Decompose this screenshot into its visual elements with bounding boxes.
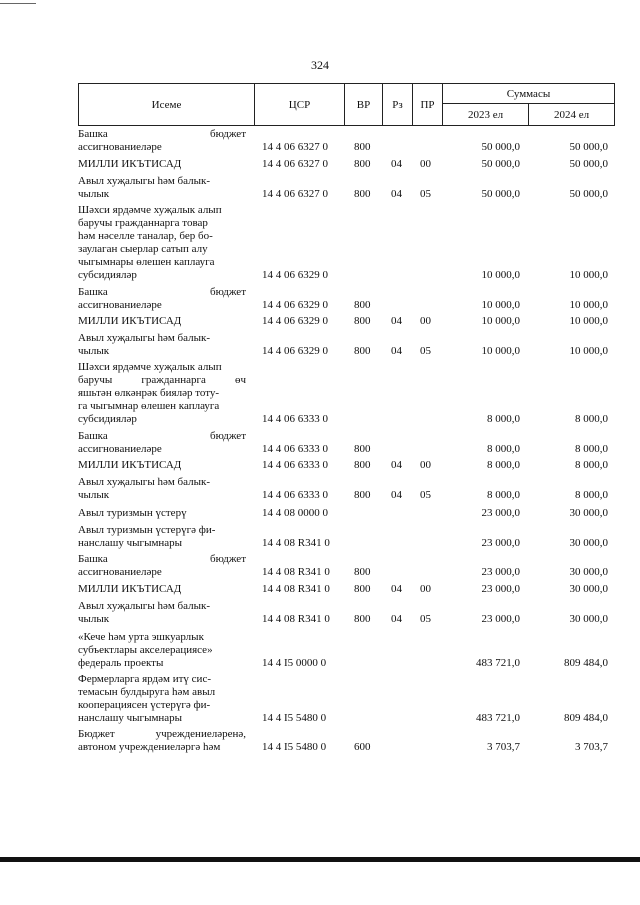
row-name-line xyxy=(78,673,246,686)
row-name-word: ассигнованиеләре xyxy=(78,299,162,311)
row-name xyxy=(78,524,246,550)
row-rz: 04 xyxy=(391,345,402,357)
row-sum-2024: 30 000,0 xyxy=(569,613,608,625)
row-sum-2024: 30 000,0 xyxy=(569,583,608,595)
row-pr: 00 xyxy=(420,315,431,327)
row-name-word: Авыл хуҗалыгы һәм балык- xyxy=(78,476,211,488)
row-vr: 800 xyxy=(354,489,371,501)
row-sum-2023: 10 000,0 xyxy=(481,315,520,327)
row-sum-2024: 10 000,0 xyxy=(569,299,608,311)
row-name-word: яшьтән өлкәнрәк бияләр тоту- xyxy=(78,387,220,399)
row-sum-2024: 809 484,0 xyxy=(564,712,608,724)
row-sum-2024: 10 000,0 xyxy=(569,269,608,281)
row-name-word: Башка xyxy=(78,128,108,140)
row-name xyxy=(78,459,246,472)
row-name-line xyxy=(78,256,246,269)
row-code: 14 4 08 R341 0 xyxy=(262,566,330,578)
row-sum-2023: 8 000,0 xyxy=(487,443,520,455)
row-name-word: бюджет xyxy=(210,430,246,442)
header-name: Исеме xyxy=(79,84,255,126)
row-name-line xyxy=(78,158,246,171)
row-code: 14 4 08 R341 0 xyxy=(262,583,330,595)
row-name-word: бюджет xyxy=(210,286,246,298)
row-name-line xyxy=(78,345,246,358)
row-name-word: бюджет xyxy=(210,128,246,140)
row-sum-2023: 483 721,0 xyxy=(476,712,520,724)
row-name-word: Шәхси ярдәмче хуҗалык алып xyxy=(78,361,222,373)
row-name-word: Башка xyxy=(78,286,108,298)
row-name-line xyxy=(78,413,246,426)
row-sum-2023: 8 000,0 xyxy=(487,413,520,425)
header-year-2023: 2023 ел xyxy=(443,104,529,126)
row-sum-2024: 10 000,0 xyxy=(569,315,608,327)
row-name xyxy=(78,728,246,754)
row-sum-2024: 30 000,0 xyxy=(569,507,608,519)
page-number: 324 xyxy=(311,58,329,72)
row-name xyxy=(78,673,246,725)
row-name-word: темасын булдыруга һәм авыл xyxy=(78,686,216,698)
row-pr: 05 xyxy=(420,489,431,501)
row-name xyxy=(78,158,246,171)
row-vr: 800 xyxy=(354,345,371,357)
row-name-word: өч xyxy=(234,374,246,386)
row-code: 14 4 06 6333 0 xyxy=(262,413,328,425)
row-rz: 04 xyxy=(391,613,402,625)
table-row xyxy=(78,524,614,550)
row-name-word: Шәхси ярдәмче хуҗалык алып xyxy=(78,204,222,216)
row-name-word: нанслашу чыгымнары xyxy=(78,712,183,724)
table-row xyxy=(78,204,614,282)
row-sum-2024: 10 000,0 xyxy=(569,345,608,357)
row-sum-2023: 23 000,0 xyxy=(481,583,520,595)
table-row xyxy=(78,583,614,596)
table-row xyxy=(78,507,614,520)
row-name-line xyxy=(78,613,246,626)
row-code: 14 4 I5 5480 0 xyxy=(262,712,327,724)
row-name-line xyxy=(78,230,246,243)
row-name-word: баручы гражданнарга товар xyxy=(78,217,208,229)
row-sum-2023: 23 000,0 xyxy=(481,537,520,549)
row-sum-2024: 50 000,0 xyxy=(569,188,608,200)
row-code: 14 4 06 6333 0 xyxy=(262,443,328,455)
table-row xyxy=(78,459,614,472)
row-name-word: ассигнованиеләре xyxy=(78,443,162,455)
row-name-line xyxy=(78,537,246,550)
header-csr: ЦСР xyxy=(255,84,345,126)
row-name-line xyxy=(78,507,246,520)
row-name-word: Авыл туризмын үстерү xyxy=(78,507,187,519)
table-row xyxy=(78,728,614,754)
row-sum-2023: 23 000,0 xyxy=(481,566,520,578)
row-name-word: автоном учреждениеләргә һәм xyxy=(78,741,221,753)
row-name xyxy=(78,128,246,154)
row-name-line xyxy=(78,686,246,699)
row-sum-2024: 30 000,0 xyxy=(569,566,608,578)
row-code: 14 4 06 6327 0 xyxy=(262,188,328,200)
header-vr: ВР xyxy=(345,84,383,126)
row-rz: 04 xyxy=(391,583,402,595)
row-name-word: чылык xyxy=(78,613,110,625)
row-name-line xyxy=(78,332,246,345)
row-name-word: Авыл хуҗалыгы һәм балык- xyxy=(78,175,211,187)
row-sum-2023: 10 000,0 xyxy=(481,269,520,281)
row-name xyxy=(78,507,246,520)
corner-mark xyxy=(0,3,36,4)
row-name-line xyxy=(78,728,246,741)
row-vr: 800 xyxy=(354,443,371,455)
row-code: 14 4 06 6329 0 xyxy=(262,269,328,281)
row-name-word: чылык xyxy=(78,188,110,200)
row-sum-2023: 23 000,0 xyxy=(481,613,520,625)
row-code: 14 4 I5 5480 0 xyxy=(262,741,327,753)
row-name xyxy=(78,583,246,596)
row-name-line xyxy=(78,644,246,657)
row-name-line xyxy=(78,361,246,374)
row-name-line xyxy=(78,489,246,502)
row-name-word: чыгымнары өлешен каплауга xyxy=(78,256,215,268)
row-name-word: ассигнованиеләре xyxy=(78,566,162,578)
row-name-word: га чыгымнар өлешен каплауга xyxy=(78,400,220,412)
table-header xyxy=(78,83,615,126)
row-vr: 800 xyxy=(354,141,371,153)
row-name-word: Авыл хуҗалыгы һәм балык- xyxy=(78,332,211,344)
row-name xyxy=(78,315,246,328)
row-name-line xyxy=(78,443,246,456)
row-vr: 800 xyxy=(354,299,371,311)
row-name xyxy=(78,553,246,579)
row-name-word: ассигнованиеләре xyxy=(78,141,162,153)
row-name-word: баручы xyxy=(78,374,113,386)
row-rz: 04 xyxy=(391,315,402,327)
row-sum-2024: 50 000,0 xyxy=(569,158,608,170)
row-name-line xyxy=(78,269,246,282)
row-name-line xyxy=(78,459,246,472)
row-sum-2023: 10 000,0 xyxy=(481,299,520,311)
row-pr: 05 xyxy=(420,345,431,357)
row-name-line xyxy=(78,141,246,154)
table-row xyxy=(78,361,614,426)
row-name-word: федераль проекты xyxy=(78,657,164,669)
row-name-line xyxy=(78,217,246,230)
row-code: 14 4 06 6329 0 xyxy=(262,345,328,357)
row-pr: 05 xyxy=(420,188,431,200)
row-sum-2023: 8 000,0 xyxy=(487,489,520,501)
row-sum-2023: 8 000,0 xyxy=(487,459,520,471)
row-sum-2023: 23 000,0 xyxy=(481,507,520,519)
row-sum-2023: 50 000,0 xyxy=(481,188,520,200)
row-name-line xyxy=(78,524,246,537)
row-name-line xyxy=(78,430,246,443)
row-name xyxy=(78,430,246,456)
row-sum-2024: 8 000,0 xyxy=(575,459,608,471)
row-name-line xyxy=(78,657,246,670)
row-sum-2024: 8 000,0 xyxy=(575,413,608,425)
table-row xyxy=(78,315,614,328)
row-code: 14 4 08 R341 0 xyxy=(262,613,330,625)
row-sum-2024: 50 000,0 xyxy=(569,141,608,153)
row-code: 14 4 06 6329 0 xyxy=(262,299,328,311)
table-row xyxy=(78,158,614,171)
row-name-line xyxy=(78,631,246,644)
row-name-line xyxy=(78,175,246,188)
row-name-word: МИЛЛИ ИКЪТИСАД xyxy=(78,158,182,170)
row-vr: 800 xyxy=(354,459,371,471)
row-rz: 04 xyxy=(391,158,402,170)
row-name-line xyxy=(78,315,246,328)
row-sum-2023: 50 000,0 xyxy=(481,141,520,153)
row-name-word: субъектлары акселерациясе» xyxy=(78,644,213,656)
row-name-word: Фермерларга ярдәм итү сис- xyxy=(78,673,211,685)
row-name-line xyxy=(78,387,246,400)
row-vr: 800 xyxy=(354,158,371,170)
row-name-word: гражданнарга xyxy=(141,374,206,386)
row-sum-2024: 809 484,0 xyxy=(564,657,608,669)
row-code: 14 4 06 6333 0 xyxy=(262,489,328,501)
row-rz: 04 xyxy=(391,489,402,501)
row-vr: 600 xyxy=(354,741,371,753)
row-code: 14 4 08 R341 0 xyxy=(262,537,330,549)
row-name-line xyxy=(78,374,246,387)
row-code: 14 4 06 6327 0 xyxy=(262,141,328,153)
row-name-line xyxy=(78,741,246,754)
row-name xyxy=(78,361,246,426)
row-name xyxy=(78,600,246,626)
row-code: 14 4 06 6329 0 xyxy=(262,315,328,327)
row-vr: 800 xyxy=(354,613,371,625)
row-name xyxy=(78,332,246,358)
row-name-line xyxy=(78,286,246,299)
row-name-word: Авыл туризмын үстерүгә фи- xyxy=(78,524,216,536)
row-sum-2024: 8 000,0 xyxy=(575,489,608,501)
row-code: 14 4 06 6327 0 xyxy=(262,158,328,170)
row-name-word: бюджет xyxy=(210,553,246,565)
row-name-word: һәм нәселле таналар, бер бо- xyxy=(78,230,213,242)
row-name-line xyxy=(78,476,246,489)
row-name-word: заулаган сыерлар сатып алу xyxy=(78,243,208,255)
row-rz: 04 xyxy=(391,459,402,471)
row-name-word: МИЛЛИ ИКЪТИСАД xyxy=(78,583,182,595)
row-vr: 800 xyxy=(354,315,371,327)
row-name-word: нанслашу чыгымнары xyxy=(78,537,183,549)
row-sum-2024: 8 000,0 xyxy=(575,443,608,455)
row-sum-2023: 10 000,0 xyxy=(481,345,520,357)
row-name-line xyxy=(78,299,246,312)
row-pr: 00 xyxy=(420,459,431,471)
table-row xyxy=(78,631,614,670)
row-code: 14 4 08 0000 0 xyxy=(262,507,328,519)
row-name-word: кооперациясен үстерүгә фи- xyxy=(78,699,211,711)
table-row xyxy=(78,332,614,358)
table-row xyxy=(78,128,614,154)
row-name-word: МИЛЛИ ИКЪТИСАД xyxy=(78,459,182,471)
row-name-word: Бюджет xyxy=(78,728,115,740)
row-pr: 05 xyxy=(420,613,431,625)
row-name xyxy=(78,286,246,312)
row-name-line xyxy=(78,204,246,217)
header-year-2024: 2024 ел xyxy=(529,104,615,126)
header-pr: ПР xyxy=(413,84,443,126)
table-row xyxy=(78,430,614,456)
row-name xyxy=(78,204,246,282)
row-name-line xyxy=(78,699,246,712)
row-sum-2023: 3 703,7 xyxy=(487,741,520,753)
row-name-word: Авыл хуҗалыгы һәм балык- xyxy=(78,600,211,612)
row-name xyxy=(78,631,246,670)
row-pr: 00 xyxy=(420,158,431,170)
row-code: 14 4 I5 0000 0 xyxy=(262,657,327,669)
row-name-word: чылык xyxy=(78,489,110,501)
table-row xyxy=(78,286,614,312)
row-name-word: «Кече һәм урта эшкуарлык xyxy=(78,631,204,643)
table-row xyxy=(78,476,614,502)
row-name-line xyxy=(78,566,246,579)
row-name-word: чылык xyxy=(78,345,110,357)
row-name-word: Башка xyxy=(78,553,108,565)
row-sum-2024: 30 000,0 xyxy=(569,537,608,549)
row-name xyxy=(78,476,246,502)
row-vr: 800 xyxy=(354,583,371,595)
row-name-line xyxy=(78,712,246,725)
row-vr: 800 xyxy=(354,566,371,578)
table-row xyxy=(78,553,614,579)
row-name-word: МИЛЛИ ИКЪТИСАД xyxy=(78,315,182,327)
row-sum-2023: 50 000,0 xyxy=(481,158,520,170)
row-name xyxy=(78,175,246,201)
table-row xyxy=(78,673,614,725)
row-name-word: субсидияләр xyxy=(78,269,137,281)
row-name-line xyxy=(78,583,246,596)
bottom-border xyxy=(0,857,640,862)
row-name-word: учреждениеләренә, xyxy=(155,728,246,740)
table-row xyxy=(78,175,614,201)
row-name-line xyxy=(78,188,246,201)
row-code: 14 4 06 6333 0 xyxy=(262,459,328,471)
header-sums: Суммасы xyxy=(443,84,615,104)
row-name-line xyxy=(78,243,246,256)
row-name-line xyxy=(78,128,246,141)
row-pr: 00 xyxy=(420,583,431,595)
row-vr: 800 xyxy=(354,188,371,200)
row-name-line xyxy=(78,600,246,613)
row-name-line xyxy=(78,553,246,566)
row-name-word: Башка xyxy=(78,430,108,442)
header-rz: Рз xyxy=(383,84,413,126)
table-body xyxy=(78,124,614,754)
row-sum-2023: 483 721,0 xyxy=(476,657,520,669)
row-sum-2024: 3 703,7 xyxy=(575,741,608,753)
row-name-line xyxy=(78,400,246,413)
table-row xyxy=(78,600,614,626)
row-name-word: субсидияләр xyxy=(78,413,137,425)
row-rz: 04 xyxy=(391,188,402,200)
